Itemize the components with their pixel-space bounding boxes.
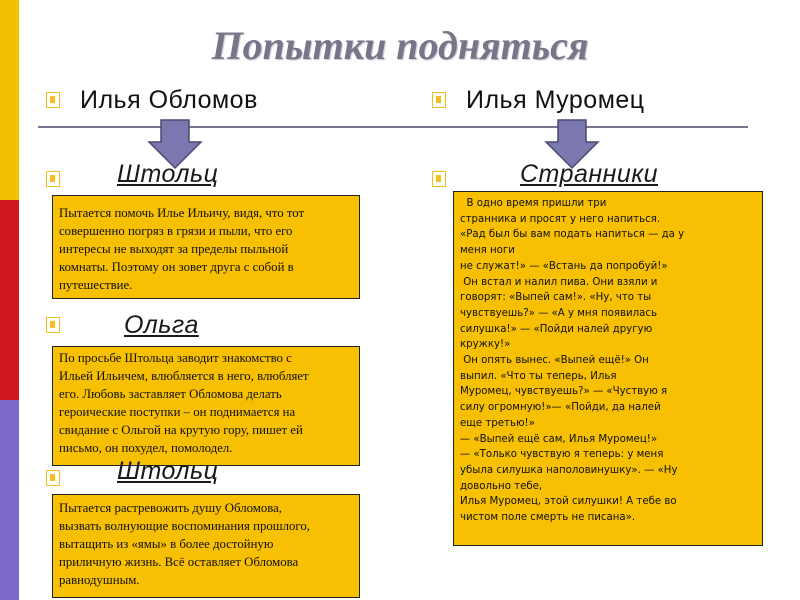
text-line: вызвать волнующие воспоминания прошлого, [59,519,310,533]
bullet-icon [46,470,60,486]
text-line: кружку!» [460,339,511,351]
bullet-icon [432,171,446,187]
text-line: равнодушным. [59,573,140,587]
text-line: По просьбе Штольца заводит знакомство с [59,351,292,365]
section-title-olga: Ольга [124,311,199,339]
text-line: меня ноги [460,245,515,257]
olga-text-box [52,346,360,466]
left-heading: Илья Обломов [80,86,258,114]
text-line: комнаты. Поэтому он зовет друга с собой в [59,260,294,274]
slide-title: Попытки подняться [211,23,589,68]
text-line: странника и просят у него напиться. [460,213,661,225]
right-heading: Илья Муромец [466,86,645,114]
bullet-icon [46,317,60,333]
text-line: говорят: «Выпей сам!». «Ну, что ты [460,292,652,304]
text-line: Пытается помочь Илье Ильичу, видя, что тот [59,206,305,220]
text-line: Он встал и налил пива. Они взяли и [460,276,658,288]
text-line: Илья Муромец, этой силушки! А тебе во [460,496,677,508]
text-line: письмо, он похудел, помолодел. [59,441,233,455]
bullet-icon [46,171,60,187]
section-title-stolz-2: Штольц [117,457,219,485]
text-line: Ильей Ильичем, влюбляется в него, влюбляет [59,369,309,383]
text-line: «Рад был бы вам подать напиться — да у [460,229,685,241]
text-line: чувствуешь?» — «А у мня появилась [460,307,657,319]
text-line: — «Только чувствую я теперь: у меня [460,449,664,461]
text-line: приличную жизнь. Всё оставляет Обломова [59,555,299,569]
section-title-stolz: Штольц [117,160,219,188]
text-line: силу огромную!»— «Пойди, да налей [460,402,661,414]
text-line: В одно время пришли три [460,198,607,209]
text-line: выпил. «Что ты теперь, Илья [460,370,617,382]
bullet-icon [432,92,446,108]
text-line: Пытается растревожить душу Обломова, [59,501,282,515]
left-decor-bar-purple [0,400,19,600]
text-line: свидание с Ольгой на крутую гору, пишет ей [59,423,303,437]
divider-line [38,126,748,128]
text-line: силушка!» — «Пойди налей другую [460,323,653,335]
stolz-2-text-box [52,494,360,598]
text-line: чистом поле смерть не писана». [460,512,636,524]
section-title-wanderers: Странники [520,160,659,188]
text-line: Он опять вынес. «Выпей ещё!» Он [460,355,649,367]
text-line: путешествие. [59,278,133,292]
text-line: вытащить из «ямы» в более достойную [59,537,274,551]
text-line: убыла силушка наполовинушку». — «Ну [460,464,678,476]
text-line: героические поступки – он поднимается на [59,405,296,419]
text-line: интересы не выходят за пределы пыльной [59,242,289,256]
wanderers-text-box [453,191,763,546]
stolz-text-box [52,195,360,299]
text-line: его. Любовь заставляет Обломова делать [59,387,282,401]
text-line: — «Выпей ещё сам, Илья Муромец!» [460,433,658,445]
bullet-icon [46,92,60,108]
text-line: Муромец, чувствуешь?» — «Чуствую я [460,386,668,398]
text-line: довольно тебе, [460,480,543,492]
text-line: еще третью!» [460,417,535,429]
text-line: совершенно погряз в грязи и пыли, что его [59,224,293,238]
left-decor-bar-red [0,200,19,400]
text-line: не служат!» — «Встань да попробуй!» [460,260,668,272]
